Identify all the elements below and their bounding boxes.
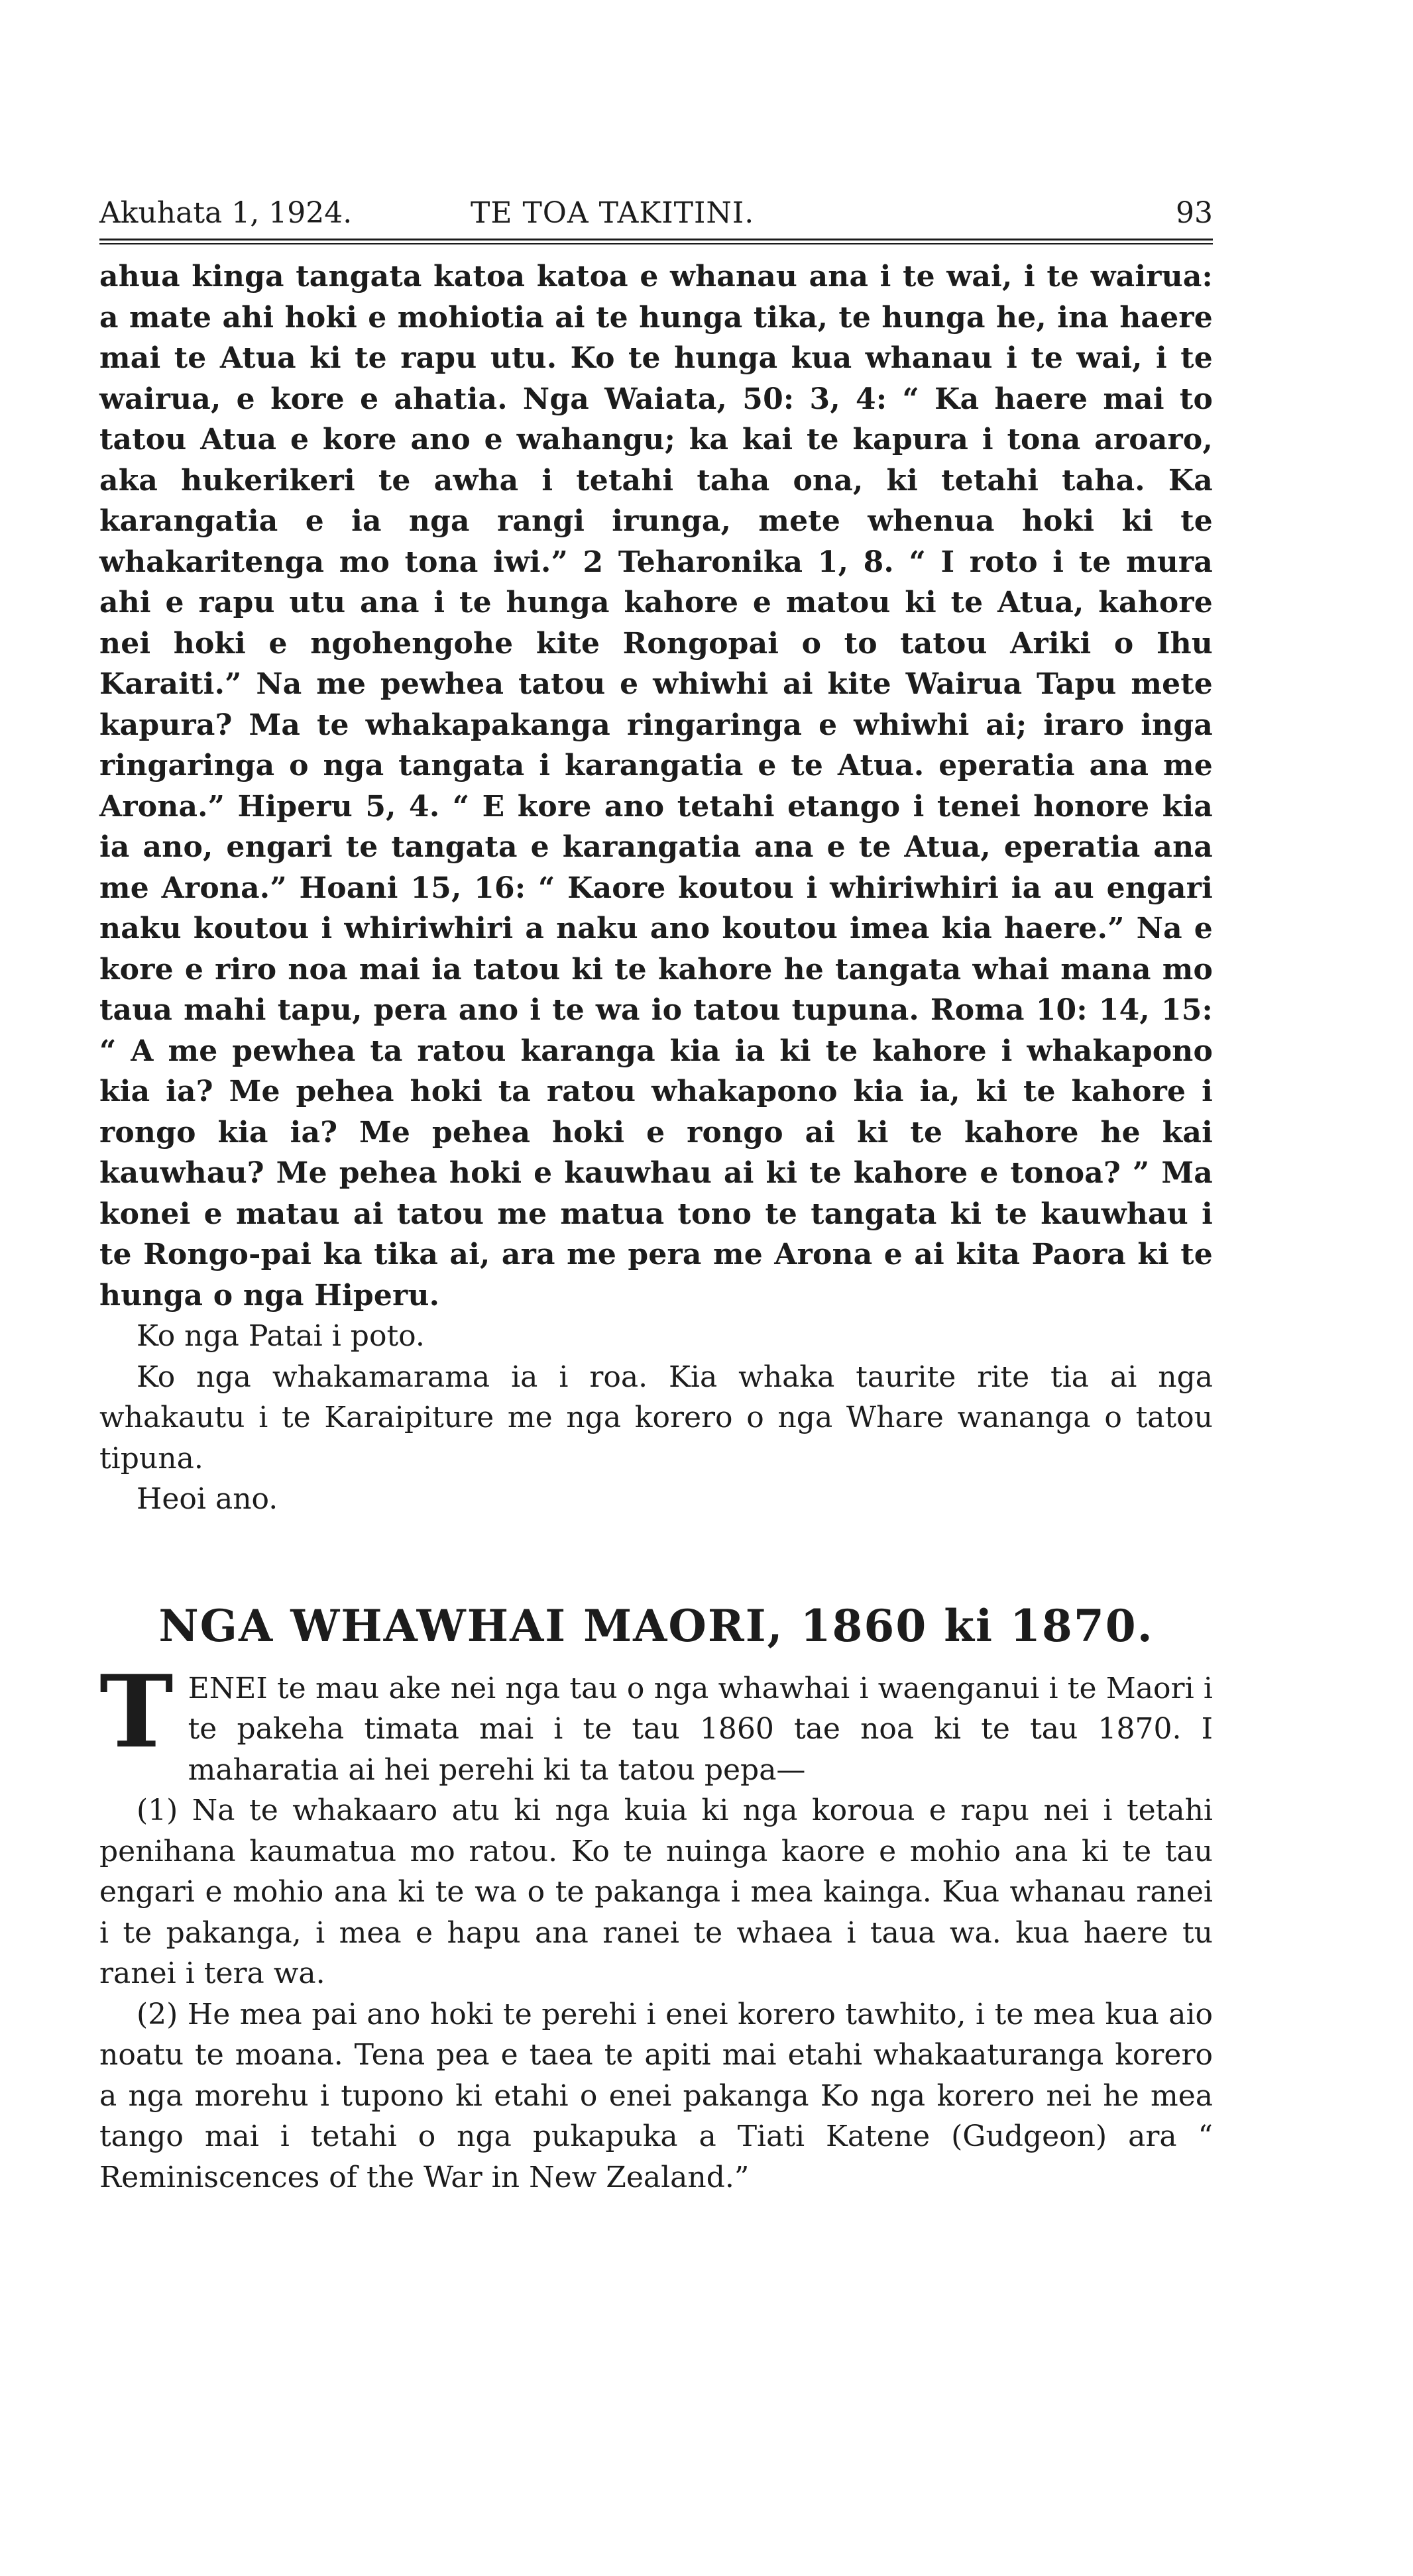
journal-title: TE TOA TAKITINI. xyxy=(471,196,755,230)
header-rule xyxy=(99,239,1213,244)
document-page xyxy=(99,192,1213,2198)
article-heading: NGA WHAWHAI MAORI, 1860 ki 1870. xyxy=(158,1599,1154,1652)
paragraph: Ko nga Patai i poto. xyxy=(137,1319,425,1353)
paragraph: Heoi ano. xyxy=(137,1482,278,1516)
numbered-paragraph: (1) Na te whakaaro atu ki nga kuia ki nga koroua e rapu nei i tetahi penihana kaumatua mo ratou. Ko te nuinga kaore e mohio ana ki te tau engari e mohio ana ki te wa o te pakanga i mea kainga. Kua whanau ranei i te pakanga, i mea e hapu ana ranei te whaea i taua wa. kua haere tu ranei i tera wa. xyxy=(99,1794,1213,1990)
intro-text: ENEI te mau ake nei nga tau o nga whawhai i waenganui i te Maori i te pakeha timata mai i te tau 1860 tae noa ki te tau 1870. I maharatia ai hei perehi ki ta tatou pepa— xyxy=(188,1671,1213,1787)
drop-cap: T xyxy=(99,1653,174,1770)
running-header xyxy=(99,192,1213,235)
paragraph: Ko nga whakamarama ia i roa. Kia whaka taurite rite tia ai nga whakautu i te Karaipiture me nga korero o nga Whare wananga o tatou tipuna. xyxy=(99,1360,1213,1476)
article-body xyxy=(99,1790,1213,2198)
page-number: 93 xyxy=(1176,196,1213,230)
issue-date: Akuhata 1, 1924. xyxy=(99,196,353,230)
paragraph: ahua kinga tangata katoa katoa e whanau ana i te wai, i te wairua: a mate ahi hoki e mohiotia ai te hunga tika, te hunga he, ina haere mai te Atua ki te rapu utu. Ko te hunga kua whanau i te wai, i te wairua, e kore e ahatia. Nga Waiata, 50: 3, 4: “ Ka haere mai to tatou Atua e kore ano e wahangu; ka kai te kapura i tona aroaro, aka hukerikeri te awha i tetahi taha ona, ki tetahi taha. Ka karangatia e ia nga rangi irunga, mete whenua hoki ki te whakaritenga mo tona iwi.” 2 Teharonika 1, 8. “ I roto i te mura ahi e rapu utu ana i te hunga kahore e matou ki te Atua, kahore nei hoki e ngohengohe kite Rongopai o to tatou Ariki o Ihu Karaiti.” Na me pewhea tatou e whiwhi ai kite Wairua Tapu mete kapura? Ma te whakapakanga ringaringa e whiwhi ai; iraro inga ringaringa o nga tangata i karangatia e te Atua. eperatia ana me Arona.” Hiperu 5, 4. “ E kore ano tetahi etango i tenei honore kia ia ano, engari te tangata e karangatia ana e te Atua, eperatia ana me Arona.” Hoani 15, 16: “ Kaore koutou i whiriwhiri ia au engari naku koutou i whiriwhiri a naku ano koutou imea kia haere.” Na e kore e riro noa mai ia tatou ki te kahore he tangata whai mana mo taua mahi tapu, pera ano i te wa io tatou tupuna. Roma 10: 14, 15: “ A me pewhea ta ratou karanga kia ia ki te kahore i whakapono kia ia? Me pehea hoki ta ratou whakapono kia ia, ki te kahore i rongo kia ia? Me pehea hoki e rongo ai ki te kahore he kai kauwhau? Me pehea hoki e kauwhau ai ki te kahore e tonoa? ” Ma konei e matau ai tatou me matua tono te tangata ki te kauwhau i te Rongo-pai ka tika ai, ara me pera me Arona e ai kita Paora ki te hunga o nga Hiperu. xyxy=(99,260,1213,1313)
body-text xyxy=(99,256,1213,1520)
numbered-paragraph: (2) He mea pai ano hoki te perehi i enei korero tawhito, i te mea kua aio noatu te moana. Tena pea e taea te apiti mai etahi whakaaturanga korero a nga morehu i tupono ki etahi o enei pakanga Ko nga korero nei he mea tango mai i tetahi o nga pukapuka a Tiati Katene (Gudgeon) ara “ Reminiscences of the War in New Zealand.” xyxy=(99,1997,1213,2194)
article-intro xyxy=(99,1653,1213,1791)
